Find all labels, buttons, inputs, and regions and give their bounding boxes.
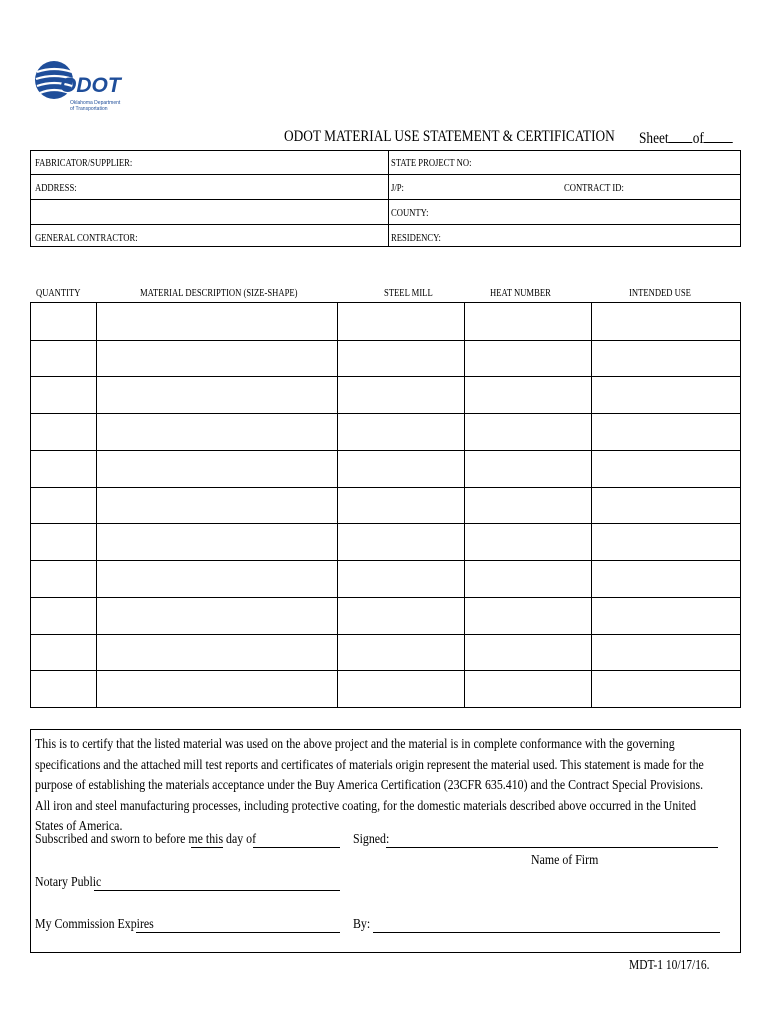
sheet-label: Sheet [639,130,669,147]
quantity-cell[interactable] [32,304,95,339]
col-header-heat-number: HEAT NUMBER [490,288,551,299]
commission-label: My Commission Expires [35,916,154,931]
odot-logo [34,46,121,120]
signed-field[interactable] [386,847,718,848]
notary-field[interactable] [94,890,340,891]
intended-use-cell[interactable] [592,635,739,670]
sheet-of-label: of [692,130,704,147]
intended-use-cell[interactable] [592,341,739,376]
state-project-label: STATE PROJECT NO: [391,158,472,169]
subscribed-label: Subscribed and sworn to before me this [35,831,224,846]
quantity-cell[interactable] [32,561,95,596]
material-description-cell[interactable] [97,488,336,523]
quantity-cell[interactable] [32,671,95,706]
county-label: COUNTY: [391,208,429,219]
logo-agency-line1: Oklahoma Department [70,100,121,106]
intended-use-cell[interactable] [592,377,739,412]
header-divider [388,151,389,246]
col-header-intended-use: INTENDED USE [629,288,691,299]
quantity-cell[interactable] [32,524,95,559]
heat-number-cell[interactable] [465,524,590,559]
intended-use-cell[interactable] [592,414,739,449]
month-year-field[interactable] [253,847,340,848]
steel-mill-cell[interactable] [338,671,463,706]
day-field[interactable] [191,847,223,848]
heat-number-cell[interactable] [465,671,590,706]
contract-id-label: CONTRACT ID: [564,183,624,194]
heat-number-cell[interactable] [465,414,590,449]
material-description-cell[interactable] [97,414,336,449]
steel-mill-cell[interactable] [338,524,463,559]
heat-number-cell[interactable] [465,561,590,596]
col-header-quantity: QUANTITY [36,288,81,299]
intended-use-cell[interactable] [592,304,739,339]
steel-mill-cell[interactable] [338,304,463,339]
material-description-cell[interactable] [97,635,336,670]
material-description-cell[interactable] [97,671,336,706]
residency-label: RESIDENCY: [391,233,441,244]
material-description-cell[interactable] [97,341,336,376]
material-description-cell[interactable] [97,304,336,339]
project-info-box [30,150,741,247]
fabricator-label: FABRICATOR/SUPPLIER: [35,158,133,169]
certification-statement: This is to certify that the listed material was used on the above project and the material is in complete conformance with the governing specifications and the attached mill test reports and certificates of materials origin represent the material used. This statement is made for the purpose of establishing the materials acceptance under the Buy America Certification (23CFR 635.410) and the Contract Special Provisions. All iron and steel manufacturing processes, including protective coating, for the domestic materials described above occurred in the United States of America. [35,736,704,833]
steel-mill-cell[interactable] [338,635,463,670]
materials-table [30,302,741,708]
sheet-total-field[interactable] [704,128,733,143]
sheet-number-field[interactable] [669,128,693,143]
material-description-cell[interactable] [97,451,336,486]
steel-mill-cell[interactable] [338,341,463,376]
intended-use-cell[interactable] [592,671,739,706]
heat-number-cell[interactable] [465,451,590,486]
header-row-3 [31,151,740,225]
notary-label: Notary Public [35,874,102,889]
col-header-steel-mill: STEEL MILL [384,288,433,299]
steel-mill-cell[interactable] [338,451,463,486]
heat-number-cell[interactable] [465,488,590,523]
day-of-label: day of [226,831,257,846]
form-title: ODOT MATERIAL USE STATEMENT & CERTIFICATION [284,128,615,145]
steel-mill-cell[interactable] [338,561,463,596]
quantity-cell[interactable] [32,377,95,412]
steel-mill-cell[interactable] [338,598,463,633]
heat-number-cell[interactable] [465,304,590,339]
logo-agency-line2: of Transportation [70,106,108,112]
quantity-cell[interactable] [32,598,95,633]
intended-use-cell[interactable] [592,451,739,486]
signed-label: Signed: [353,831,390,846]
material-description-cell[interactable] [97,377,336,412]
material-description-cell[interactable] [97,524,336,559]
by-field[interactable] [373,932,720,933]
sheet-indicator [639,128,733,148]
certification-box [30,729,741,953]
by-label: By: [353,916,371,931]
heat-number-cell[interactable] [465,598,590,633]
material-description-cell[interactable] [97,561,336,596]
commission-expires-field[interactable] [136,932,340,933]
quantity-cell[interactable] [32,488,95,523]
name-of-firm-label: Name of Firm [531,852,599,867]
intended-use-cell[interactable] [592,488,739,523]
col-header-material-description: MATERIAL DESCRIPTION (SIZE-SHAPE) [140,288,298,299]
quantity-cell[interactable] [32,451,95,486]
intended-use-cell[interactable] [592,561,739,596]
material-description-cell[interactable] [97,598,336,633]
quantity-cell[interactable] [32,341,95,376]
quantity-cell[interactable] [32,414,95,449]
address-label: ADDRESS: [35,183,77,194]
steel-mill-cell[interactable] [338,488,463,523]
general-contractor-label: GENERAL CONTRACTOR: [35,233,138,244]
steel-mill-cell[interactable] [338,414,463,449]
quantity-cell[interactable] [32,635,95,670]
intended-use-cell[interactable] [592,598,739,633]
logo-text: ODOT [60,74,121,97]
intended-use-cell[interactable] [592,524,739,559]
heat-number-cell[interactable] [465,377,590,412]
heat-number-cell[interactable] [465,341,590,376]
form-number: MDT-1 10/17/16. [629,957,710,972]
heat-number-cell[interactable] [465,635,590,670]
jp-label: J/P: [391,183,404,194]
steel-mill-cell[interactable] [338,377,463,412]
